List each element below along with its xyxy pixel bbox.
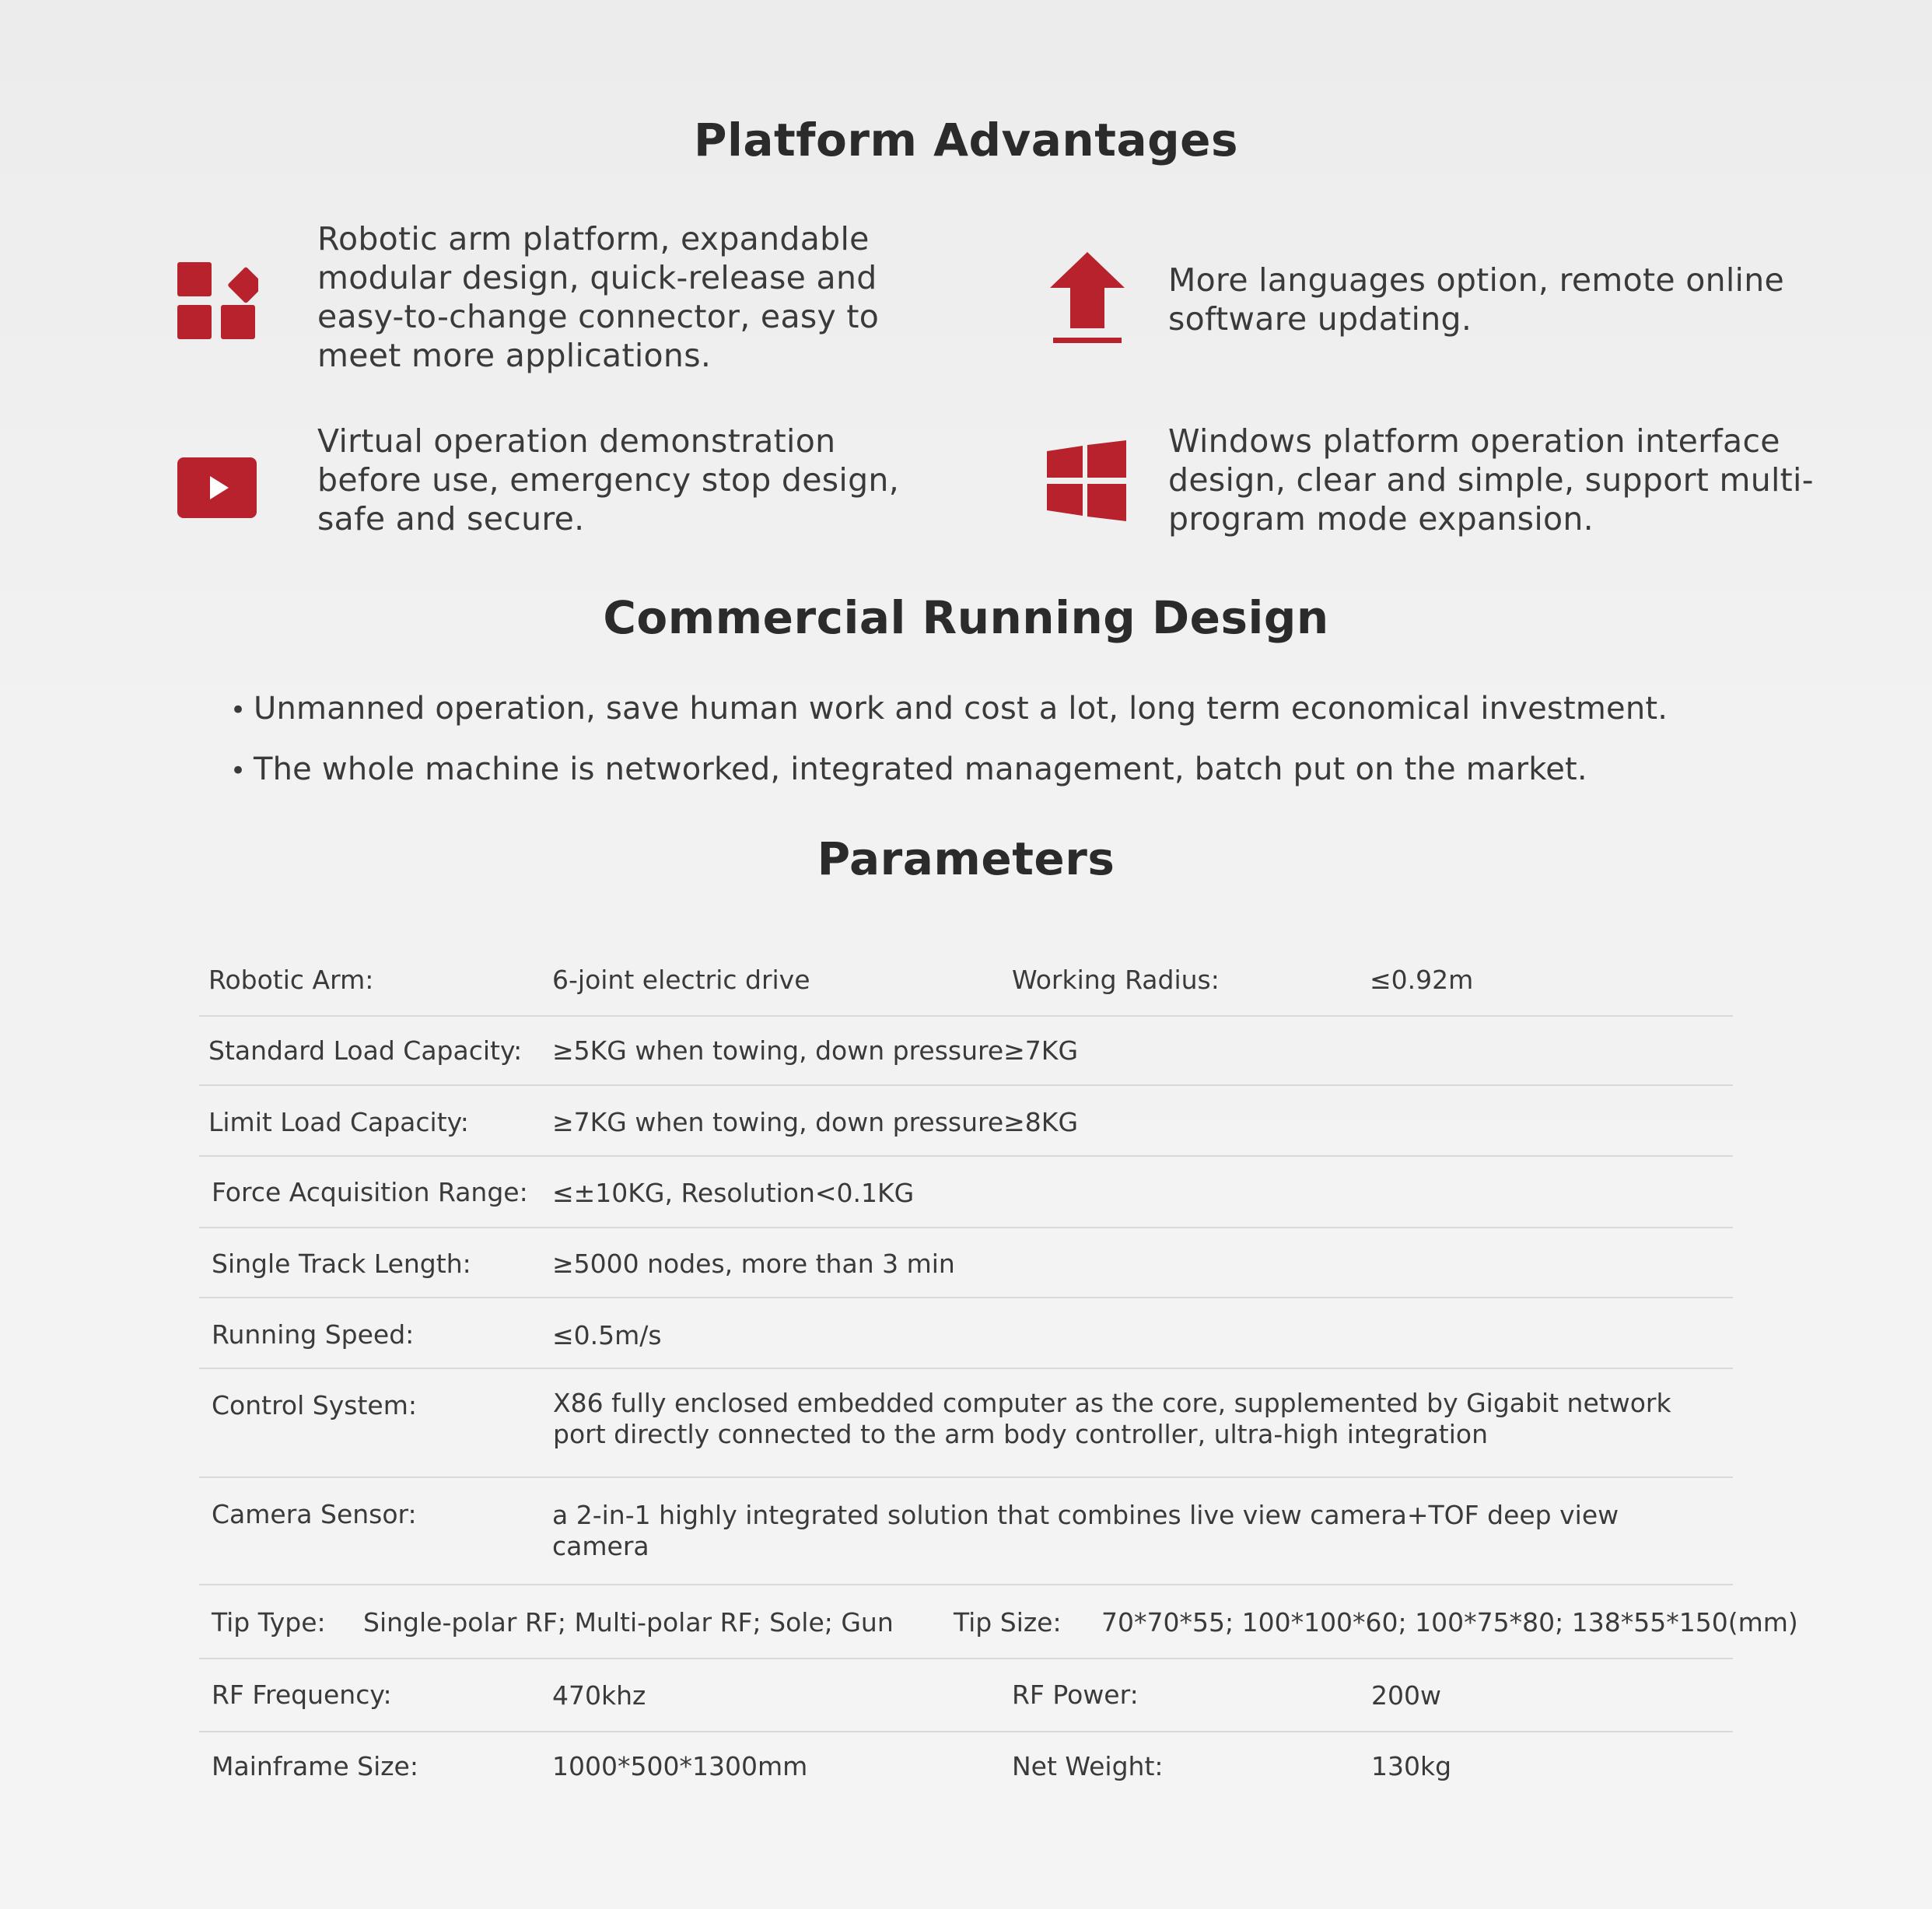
param-label: Running Speed: bbox=[212, 1319, 415, 1350]
commercial-running-design-title: Commercial Running Design bbox=[603, 591, 1329, 644]
param-label: Camera Sensor: bbox=[212, 1499, 417, 1529]
table-row bbox=[199, 1585, 1798, 1659]
bullet-icon: • bbox=[230, 755, 247, 786]
play-icon bbox=[177, 457, 257, 518]
param-value: 130kg bbox=[1371, 1751, 1452, 1781]
param-label: Control System: bbox=[212, 1390, 417, 1420]
param-value: a 2-in-1 highly integrated solution that combines live view camera+TOF deep view camera bbox=[552, 1500, 1619, 1561]
bullet-icon: • bbox=[230, 695, 247, 726]
table-row bbox=[199, 1017, 1733, 1086]
table-row bbox=[199, 1086, 1733, 1157]
parameters-title: Parameters bbox=[817, 832, 1115, 885]
upload-icon bbox=[1048, 250, 1126, 347]
param-label: Force Acquisition Range: bbox=[212, 1177, 528, 1207]
advantage-text-languages: More languages option, remote online software updating. bbox=[1168, 261, 1785, 338]
table-row bbox=[199, 1157, 1733, 1228]
commercial-bullet-item bbox=[230, 691, 1668, 727]
table-row bbox=[199, 1369, 1733, 1478]
table-row bbox=[199, 1228, 1733, 1298]
param-value: ≤0.5m/s bbox=[552, 1320, 662, 1350]
param-label: Single Track Length: bbox=[212, 1249, 471, 1279]
param-value: X86 fully enclosed embedded computer as the core, supplemented by Gigabit network port directly connected to the arm body controller, ultra-high integration bbox=[553, 1388, 1671, 1449]
param-value: 6-joint electric drive bbox=[552, 965, 810, 995]
param-value: 1000*500*1300mm bbox=[552, 1751, 808, 1781]
param-value: 470khz bbox=[552, 1680, 646, 1711]
table-row bbox=[199, 1659, 1733, 1732]
param-value: ≤0.92m bbox=[1370, 965, 1474, 995]
param-label: RF Power: bbox=[1012, 1680, 1139, 1710]
param-label: Tip Type: bbox=[212, 1607, 326, 1638]
param-label: Robotic Arm: bbox=[208, 965, 374, 995]
advantage-text-windows: Windows platform operation interface design, clear and simple, support multi-program mode expansion. bbox=[1168, 422, 1814, 538]
param-label: Working Radius: bbox=[1012, 965, 1220, 995]
advantage-text-virtual: Virtual operation demonstration before use, emergency stop design, safe and secure. bbox=[317, 422, 900, 538]
platform-advantages-title: Platform Advantages bbox=[694, 114, 1238, 166]
param-value: ≥5000 nodes, more than 3 min bbox=[552, 1249, 955, 1279]
windows-icon bbox=[1047, 440, 1126, 521]
parameters-table bbox=[199, 945, 1798, 1802]
param-value: 70*70*55; 100*100*60; 100*75*80; 138*55*150(mm) bbox=[1101, 1607, 1798, 1638]
param-label: Tip Size: bbox=[954, 1607, 1062, 1638]
param-label: RF Frequency: bbox=[212, 1680, 392, 1710]
modules-icon bbox=[177, 260, 258, 341]
param-label: Standard Load Capacity: bbox=[208, 1035, 523, 1066]
table-row bbox=[199, 945, 1733, 1017]
param-label: Net Weight: bbox=[1012, 1751, 1164, 1781]
table-row bbox=[199, 1298, 1733, 1369]
table-row bbox=[199, 1478, 1733, 1585]
param-label: Mainframe Size: bbox=[212, 1751, 418, 1781]
commercial-bullet-item bbox=[230, 751, 1587, 787]
param-value: 200w bbox=[1371, 1680, 1441, 1711]
param-value: ≤±10KG, Resolution<0.1KG bbox=[552, 1178, 915, 1208]
param-value: ≥5KG when towing, down pressure≥7KG bbox=[552, 1035, 1079, 1066]
bullet-text: Unmanned operation, save human work and cost a lot, long term economical investment. bbox=[254, 691, 1668, 727]
table-row bbox=[199, 1732, 1733, 1802]
advantage-text-modular: Robotic arm platform, expandable modular design, quick-release and easy-to-change connector, easy to meet more applications. bbox=[317, 220, 880, 374]
param-value: ≥7KG when towing, down pressure≥8KG bbox=[552, 1107, 1079, 1137]
param-value: Single-polar RF; Multi-polar RF; Sole; Gun bbox=[363, 1607, 894, 1638]
bullet-text: The whole machine is networked, integrated management, batch put on the market. bbox=[254, 751, 1587, 787]
param-label: Limit Load Capacity: bbox=[208, 1107, 469, 1137]
